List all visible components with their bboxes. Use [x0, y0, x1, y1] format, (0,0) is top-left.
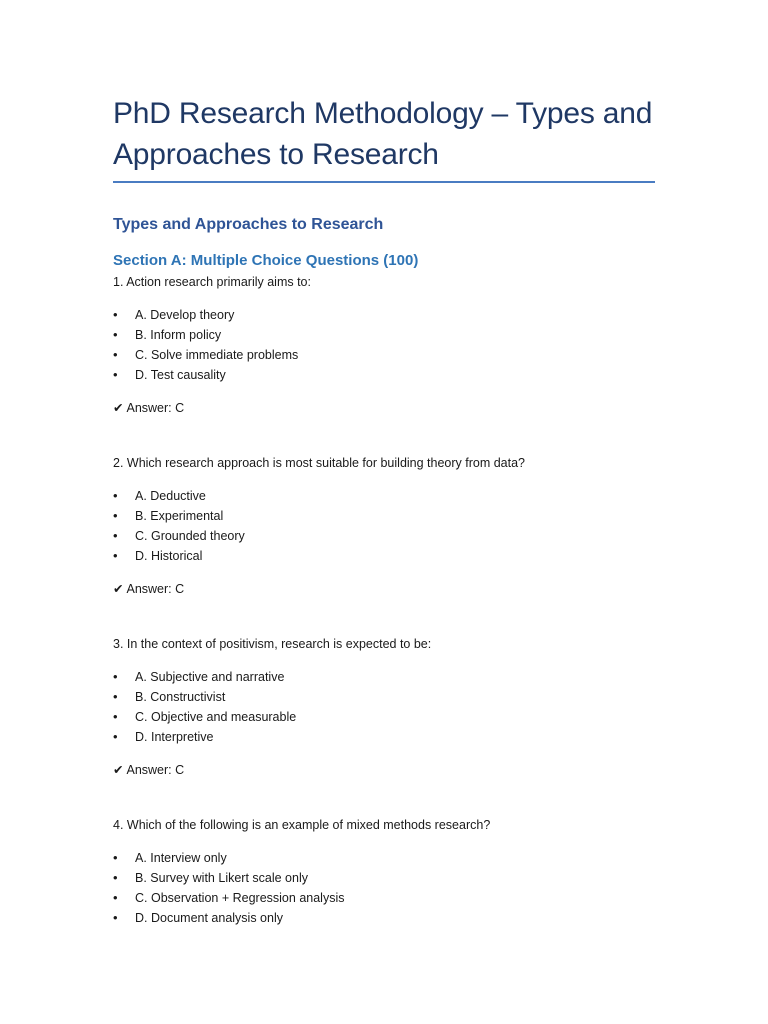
bullet-icon: •: [113, 488, 118, 503]
bullet-icon: •: [113, 548, 118, 563]
option-item: [113, 888, 655, 908]
question-2: [113, 454, 655, 598]
question-text: 1. Action research primarily aims to:: [113, 275, 311, 289]
option-text: A. Interview only: [135, 851, 227, 865]
option-text: B. Experimental: [135, 509, 224, 523]
question-text: 4. Which of the following is an example of mixed methods research?: [113, 818, 491, 832]
bullet-icon: •: [113, 890, 118, 905]
spacer: [113, 598, 655, 633]
bullet-icon: •: [113, 367, 118, 382]
option-item: [113, 908, 655, 928]
question-4: [113, 816, 655, 928]
checkmark-icon: ✔: [113, 401, 124, 415]
answer-line: [113, 399, 655, 417]
option-item: [113, 727, 655, 747]
option-text: D. Interpretive: [135, 730, 214, 744]
option-text: C. Grounded theory: [135, 529, 245, 543]
option-item: [113, 305, 655, 325]
option-item: [113, 687, 655, 707]
main-heading: Types and Approaches to Research: [113, 216, 384, 233]
option-item: [113, 506, 655, 526]
answer-text: Answer: C: [126, 401, 185, 415]
option-text: B. Inform policy: [135, 328, 222, 342]
option-item: [113, 546, 655, 566]
option-list: [113, 486, 655, 566]
option-item: [113, 325, 655, 345]
option-list: [113, 848, 655, 928]
bullet-icon: •: [113, 508, 118, 523]
option-item: [113, 848, 655, 868]
option-text: A. Deductive: [135, 489, 206, 503]
spacer: [113, 417, 655, 452]
option-text: D. Test causality: [135, 368, 226, 382]
option-text: B. Survey with Likert scale only: [135, 871, 308, 885]
document-title: PhD Research Methodology – Types and Approaches to Research: [113, 93, 655, 183]
question-1: [113, 273, 655, 417]
bullet-icon: •: [113, 689, 118, 704]
bullet-icon: •: [113, 307, 118, 322]
option-text: C. Observation + Regression analysis: [135, 891, 345, 905]
bullet-icon: •: [113, 528, 118, 543]
bullet-icon: •: [113, 729, 118, 744]
bullet-icon: •: [113, 910, 118, 925]
option-text: D. Document analysis only: [135, 911, 283, 925]
option-item: [113, 345, 655, 365]
option-text: A. Subjective and narrative: [135, 670, 285, 684]
answer-text: Answer: C: [126, 582, 185, 596]
answer-text: Answer: C: [126, 763, 185, 777]
question-3: [113, 635, 655, 779]
answer-line: [113, 761, 655, 779]
question-text: 2. Which research approach is most suitable for building theory from data?: [113, 456, 526, 470]
bullet-icon: •: [113, 669, 118, 684]
spacer: [113, 779, 655, 814]
option-item: [113, 868, 655, 888]
option-list: [113, 667, 655, 747]
section-heading: Section A: Multiple Choice Questions (100): [113, 252, 419, 269]
option-list: [113, 305, 655, 385]
question-text: 3. In the context of positivism, research is expected to be:: [113, 637, 432, 651]
option-text: C. Objective and measurable: [135, 710, 297, 724]
option-text: A. Develop theory: [135, 308, 235, 322]
bullet-icon: •: [113, 850, 118, 865]
bullet-icon: •: [113, 327, 118, 342]
answer-line: [113, 580, 655, 598]
option-item: [113, 365, 655, 385]
document-page: [113, 93, 655, 928]
bullet-icon: •: [113, 709, 118, 724]
option-text: B. Constructivist: [135, 690, 226, 704]
option-item: [113, 526, 655, 546]
bullet-icon: •: [113, 870, 118, 885]
option-text: D. Historical: [135, 549, 203, 563]
option-item: [113, 667, 655, 687]
option-text: C. Solve immediate problems: [135, 348, 299, 362]
checkmark-icon: ✔: [113, 763, 124, 777]
option-item: [113, 707, 655, 727]
bullet-icon: •: [113, 347, 118, 362]
checkmark-icon: ✔: [113, 582, 124, 596]
option-item: [113, 486, 655, 506]
